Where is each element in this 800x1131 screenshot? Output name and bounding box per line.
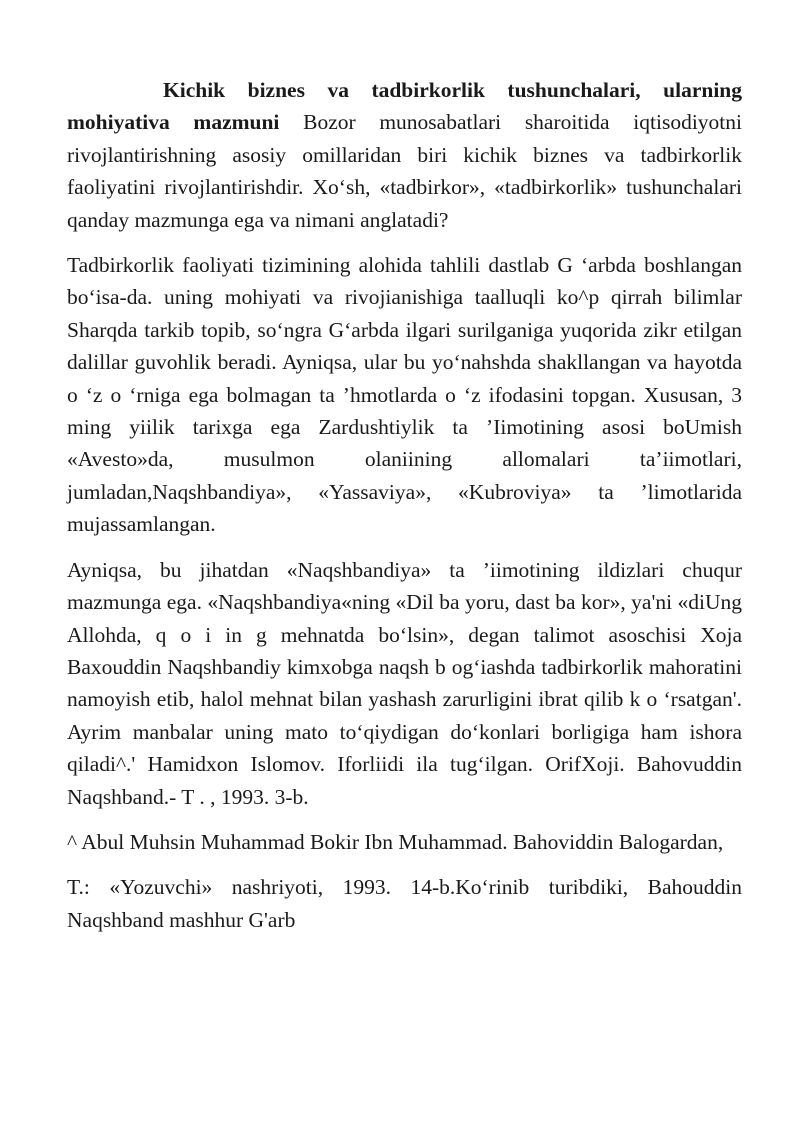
paragraph-footnote: ^ Abul Muhsin Muhammad Bokir Ibn Muhammad. Bahoviddin Balogardan,: [67, 829, 724, 854]
paragraph-intro: [67, 74, 742, 236]
paragraph-history: Tadbirkorlik faoliyati tizimining alohida tahlili dastlab G ‘arbda boshlangan bo‘isa-da. uning mohiyati va rivojianishiga taalluqli ko^p qirrah bilimlar Sharqda tarkib topib, so‘ngra G‘arbda ilgari surilganiga yuqorida zikr etilgan dalillar guvohlik beradi. Ayniqsa, ular bu yo‘nahshda shakllangan va hayotda o ‘z o ‘rniga ega bolmagan ta ’hmotlarda o ‘z ifodasini topgan. Xususan, 3 ming yiilik tarixga ega Zardushtiylik ta ’Iimotining asosi boUmish «Avesto»da, musulmon olaniining allomalari ta’iimotlari, jumladan,Naqshbandiya», «Yassaviya», «Kubroviya» ta ’limotlarida mujassamlangan.: [67, 253, 742, 537]
document-page: [67, 74, 742, 949]
paragraph-naqshbandiya: Ayniqsa, bu jihatdan «Naqshbandiya» ta ’iimotining ildizlari chuqur mazmunga ega. «Naqshbandiya«ning «Dil ba yoru, dast ba kor», ya'ni «diUng Allohda, q o i in g mehnatda bo‘lsin», degan talimot asoschisi Xoja Baxouddin Naqshbandiy kimxobga naqsh b og‘iashda tadbirkorlik mahoratini namoyish etib, halol mehnat bilan yashash zarurligini ibrat qilib k o ‘rsatgan'. Ayrim manbalar uning mato to‘qiydigan do‘konlari borligiga ham ishora qiladi^.' Hamidxon Islomov. Iforliidi ila tug‘ilgan. OrifXoji. Bahovuddin Naqshband.- T . , 1993. 3-b.: [67, 557, 742, 809]
paragraph-text: Bozor munosabatlari sharoitida iqtisodiyotni rivojlantirishning asosiy omillaridan biri kichik biznes va tadbirkorlik faoliyatini rivojlantirishdir. Xo‘sh, «tadbirkor», «tadbirkorlik» tushunchalari qanday mazmunga ega va nimani anglatadi?: [67, 110, 742, 232]
section-heading: Kichik biznes va tadbirkorlik tushunchalari, ularning mohiyativa mazmuni: [67, 78, 742, 135]
paragraph-continuation: T.: «Yozuvchi» nashriyoti, 1993. 14-b.Ko‘rinib turibdiki, Bahouddin Naqshband mashhur G'arb: [67, 875, 742, 932]
